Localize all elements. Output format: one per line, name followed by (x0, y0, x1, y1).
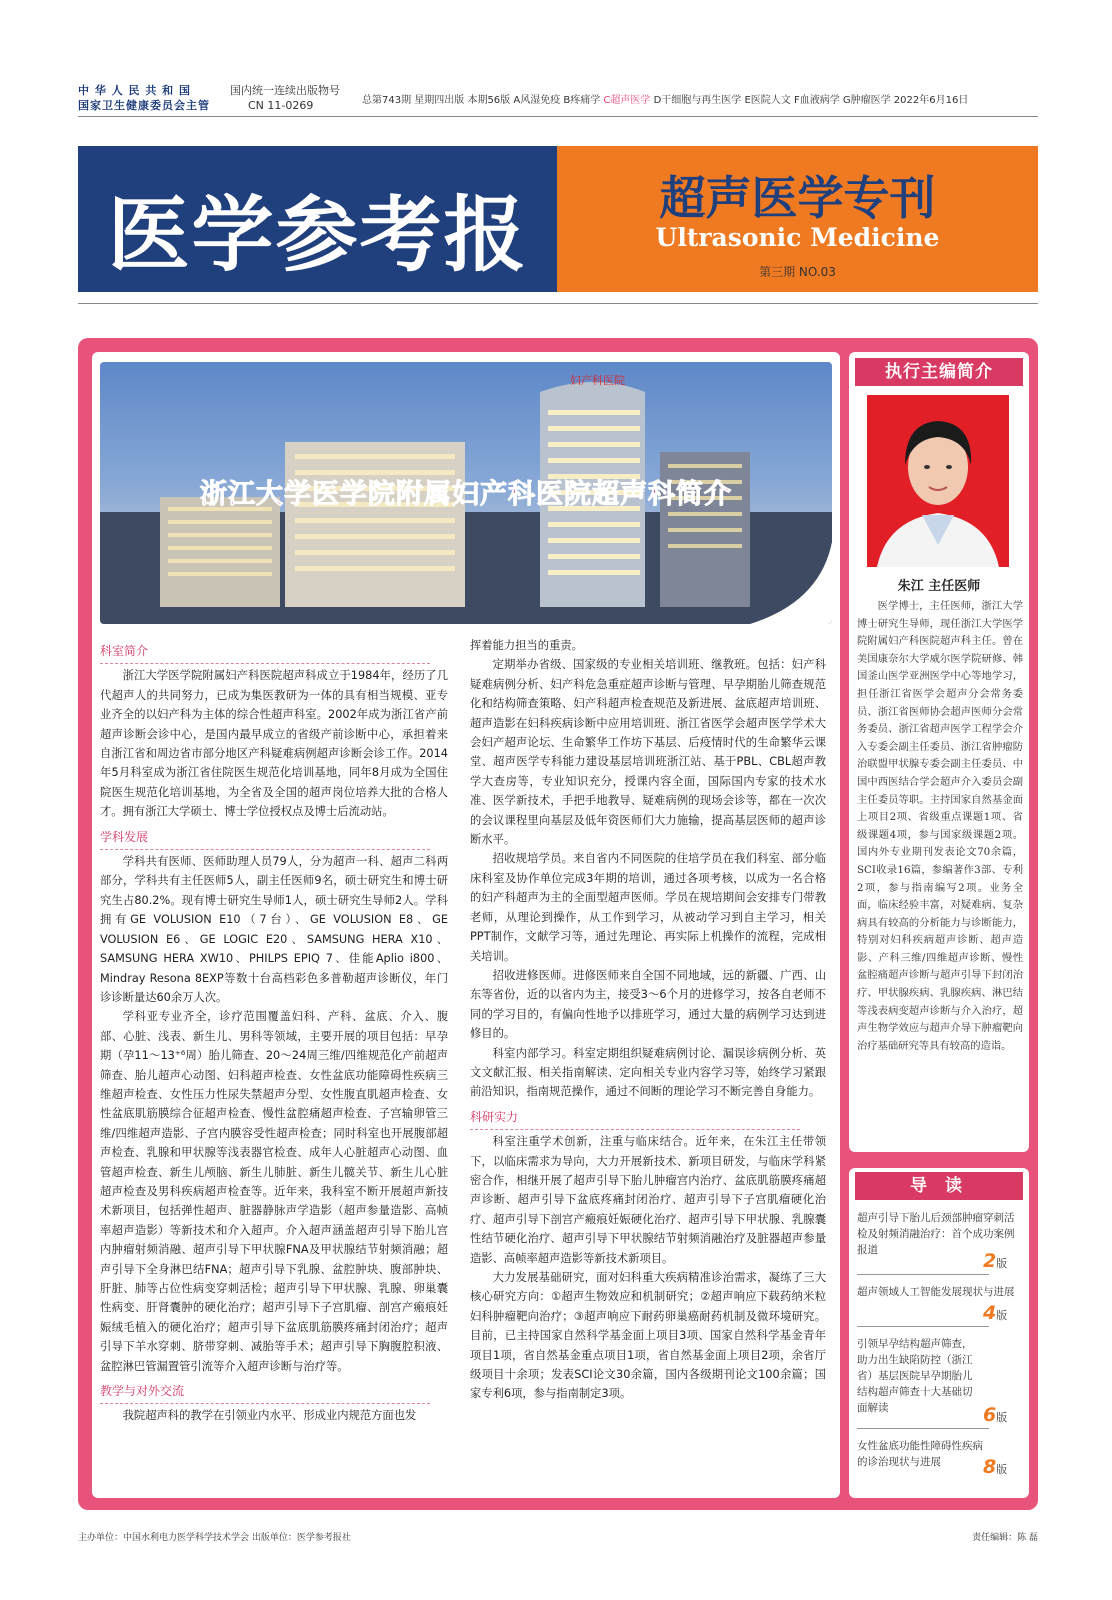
editor-portrait (867, 395, 1009, 567)
article-left-column (100, 636, 448, 1426)
registration-block (230, 83, 355, 113)
guide-page-number: 2 (983, 1250, 997, 1272)
guide-title: 导 读 (855, 1172, 1023, 1200)
footer-publisher: 主办单位：中国水利电力医学科学技术学会 出版单位：医学参考报社 (78, 1533, 351, 1543)
masthead-rule (78, 303, 1038, 304)
editor-bio: 医学博士，主任医师，浙江大学博士研究生导师，现任浙江大学医学院附属妇产科医院超声科主任。曾在美国康奈尔大学威尔医学院研修、韩国釜山医学亚洲医学中心等地学习，担任浙江省医学会超声分会常务委员、浙江省医师协会超声医师分会常务委员、浙江省超声医学工程学会介入专委会副主任委员、浙江省肿瘤防治联盟甲状腺专委会副主任委员、中国中西医结合学会超声介入委员会副主任委员等职。主持国家自然基金面上项目2项、省级重点课题1项、省级课题4项，参与国家级课题2项。国内外专业期刊发表论文70余篇，SCI收录16篇，参编著作3部、专利2项，参与指南编写2项。业务全面，临床经验丰富，对疑难病、复杂病具有较高的分析能力与诊断能力，特别对妇科疾病超声诊断、超声造影、产科三维/四维超声诊断、慢性盆腔痛超声诊断与超声引导下封闭治疗、甲状腺疾病、乳腺疾病、淋巴结等浅表病变超声诊断与介入治疗，超声生物学效应与超声介导下肿瘤靶向治疗基础研究等具有较高的造诣。 (857, 600, 1023, 1052)
section-heading: 学科发展 (100, 828, 430, 850)
footer-editor: 责任编辑：陈 磊 (972, 1533, 1038, 1543)
guide-page-number: 6 (983, 1404, 997, 1426)
guide-item-3[interactable]: 引领早孕结构超声筛查，助力出生缺陷防控（浙江省）基层医院早孕期胎儿结构超声筛查十大基础切面解读 (857, 1338, 973, 1414)
guide-divider (857, 1428, 989, 1429)
header-rule (78, 116, 1038, 117)
issue-highlight: C超声医学 (603, 95, 651, 106)
article-paragraph: 招收进修医师。进修医师来自全国不同地域，远的新疆、广西、山东等省份，近的以省内为主，接受3～6个月的进修学习，按各自老师不同的学习目的，有偏向性地予以排班学习，通过大量的病例学习达到进修目的。 (470, 968, 826, 1041)
article-paragraph: 我院超声科的教学在引领业内水平、形成业内规范方面也发 (122, 1409, 417, 1423)
guide-page-suffix: 版 (996, 1309, 1008, 1322)
article-paragraph: 招收规培学员。来自省内不同医院的住培学员在我们科室、部分临床科室及协作单位完成3年期的培训，通过各项考核，以成为一名合格的妇产科超声为主的全面型超声医师。学员在规培期间会安排专门带教老师，从理论到操作，从工作到学习，从被动学习到自主学习，相关PPT制作，文献学习等，通过先理论、再实际上机操作的流程，完成相关培训。 (470, 852, 826, 963)
issue-prefix: 总第743期 星期四出版 本期56版 A风湿免疫 B疼痛学 (362, 95, 604, 106)
guide-page-1 (983, 1250, 1031, 1272)
guide-page-4 (983, 1456, 1031, 1478)
section-heading: 科室简介 (100, 642, 430, 664)
article-paragraph: 挥着能力担当的重责。 (470, 639, 583, 652)
guide-page-number: 4 (983, 1302, 997, 1324)
article-paragraph: 学科亚专业齐全，诊疗范围覆盖妇科、产科、盆底、介入、腹部、心脏、浅表、新生儿、男科等领域，主要开展的项目包括：早孕期（孕11～13⁺⁶周）胎儿筛查、20～24周三维/四维规范化产前超声筛查、胎儿超声心动图、妇科超声检查、女性盆底功能障碍性疾病三维超声检查、女性压力性尿失禁超声分型、女性腹直肌超声检查、女性盆底肌筋膜综合征超声检查、慢性盆腔痛超声检查、子宫输卵管三维/四维超声造影、子宫内膜容受性超声检查；同时科室也开展腹部超声检查、乳腺和甲状腺等浅表器官检查、成年人心脏超声心动图、血管超声检查、新生儿颅脑、新生儿肺脏、新生儿髋关节、新生儿心脏超声检查及男科疾病超声检查等。近年来，我科室不断开展超声新技术新项目，包括弹性超声、脏器静脉声学造影（超声参量造影、高帧率超声造影）等新技术和介入超声。介入超声涵盖超声引导下胎儿宫内肿瘤射频消融、超声引导下甲状腺FNA及甲状腺结节射频消融；超声引导下全身淋巴结FNA；超声引导下乳腺、盆腔肿块、腹部肿块、肝脏、肺等占位性病变穿刺活检；超声引导下甲状腺、乳腺、卵巢囊性病变、肝肾囊肿的硬化治疗；超声引导下子宫肌瘤、剖宫产瘢痕妊娠绒毛植入的硬化治疗；超声引导下盆底肌筋膜疼痛封闭治疗；超声引导下羊水穿刺、脐带穿刺、减胎等手术；超声引导下胸腹腔积液、盆腔淋巴管漏置管引流等介入超声诊断与治疗等。 (100, 1010, 448, 1373)
newspaper-title: 医学参考报 (107, 187, 528, 283)
publisher-line2: 国家卫生健康委员会主管 (78, 99, 210, 112)
issue-line (362, 91, 1042, 106)
article-right-column (470, 636, 826, 1404)
article-paragraph: 大力发展基础研究，面对妇科重大疾病精准诊治需求，凝练了三大核心研究方向：①超声生物效应和机制研究；②超声响应下载药纳米粒妇科肿瘤靶向治疗；③超声响应下耐药卵巢癌耐药机制及微环境研究。目前，已主持国家自然科学基金面上项目3项、国家自然科学基金青年项目1项，省自然基金重点项目1项，省自然基金面上项目2项，余省厅级项目十余项；发表SCI论文30余篇，国内各级期刊论文100余篇；国家专利6项，参与指南制定3项。 (470, 1271, 826, 1401)
registration-number: CN 11-0269 (248, 99, 314, 112)
article-paragraph: 科室注重学术创新，注重与临床结合。近年来，在朱江主任带领下，以临床需求为导向，大力开展新技术、新项目研发，与临床学科紧密合作，相继开展了超声引导下胎儿肿瘤宫内治疗、盆底肌筋膜疼痛超声诊断、超声引导下盆底疼痛封闭治疗、超声引导下子宫肌瘤硬化治疗、超声引导下剖宫产瘢痕妊娠硬化治疗、超声引导下甲状腺、乳腺囊性结节硬化治疗、超声引导下甲状腺结节射频消融治疗及脏器超声参量造影、高帧率超声造影等新技术新项目。 (470, 1135, 826, 1265)
guide-page-suffix: 版 (996, 1463, 1008, 1476)
guide-page-suffix: 版 (996, 1411, 1008, 1424)
guide-item-4[interactable]: 女性盆底功能性障碍性疾病的诊治现状与进展 (857, 1440, 983, 1468)
section-heading: 科研实力 (470, 1108, 800, 1130)
guide-item-2[interactable]: 超声领域人工智能发展现状与进展 (857, 1286, 1015, 1298)
guide-page-3 (983, 1404, 1031, 1426)
special-issue-title: 超声医学专刊 (659, 171, 936, 225)
guide-page-2 (983, 1302, 1031, 1324)
article-paragraph: 学科共有医师、医师助理人员79人，分为超声一科、超声二科两部分，学科共有主任医师5人，副主任医师9名，硕士研究生和博士研究生占80.2%。现有博士研究生导师1人，硕士研究生导师2人。学科拥有GE VOLUSION E10（7台）、GE VOLUSION E8、GE VOLUSION E6、GE LOGIC E20、SAMSUNG HERA X10、SAMSUNG HERA XW10、PHILPS EPIQ 7、佳能Aplio i800、Mindray Resona 8EXP等数十台高档彩色多普勒超声诊断仪，年门诊诊断量达60余万人次。 (100, 855, 448, 1004)
editor-name: 朱江 主任医师 (897, 579, 981, 594)
photo-caption: 浙江大学医学院附属妇产科医院超声科简介 (200, 479, 732, 510)
article-paragraph: 浙江大学医学院附属妇产科医院超声科成立于1984年，经历了几代超声人的共同努力，已成为集医教研为一体的具有相当规模、亚专业齐全的以妇产科为主体的综合性超声科室。2002年成为浙江省产前超声诊断会诊中心，是国内最早成立的省级产前诊断中心，承担着来自浙江省和周边省市部分地区产科疑难病例超声诊断会诊工作。2014年5月科室成为浙江省住院医生规范化培训基地，同年8月成为全国住院医生规范化培训基地，为全省及全国的超声岗位培养大批的合格人才。拥有浙江大学硕士、博士学位授权点及博士后流动站。 (100, 669, 448, 819)
guide-divider (857, 1326, 989, 1327)
section-heading: 教学与对外交流 (100, 1382, 430, 1404)
registration-line1: 国内统一连续出版物号 (230, 84, 340, 97)
article-paragraph: 科室内部学习。科室定期组织疑难病例讨论、漏误诊病例分析、英文文献汇报、相关指南解读、定向相关专业内容学习等，始终学习紧跟前沿知识，指南规范操作，通过不间断的理论学习不断完善自身能力。 (470, 1046, 826, 1099)
article-paragraph: 定期举办省级、国家级的专业相关培训班、继教班。包括：妇产科疑难病例分析、妇产科危急重症超声诊断与管理、早孕期胎儿筛查规范化和结构筛查策略、妇产科超声检查规范及新进展、盆底超声培训班、超声造影在妇科疾病诊断中应用培训班、浙江省医学会超声医学学术大会妇产超声论坛、生命繁华工作坊下基层、后疫情时代的生命繁华云课堂、超声医学专科能力建设基层培训班浙江站、基于PBL、CBL超声教学大查房等，专业知识充分，授课内容全面，国际国内专家的技术水准、医学新技术，手把手地教导、疑难病例的现场会诊等，都在一次次的会议课程里向基层及低年资医师们大力施输，提高基层医师的超声诊断水平。 (470, 658, 826, 847)
guide-page-suffix: 版 (996, 1257, 1008, 1270)
issue-suffix: D干细胞与再生医学 E医院人文 F血液病学 G肿瘤医学 2022年6月16日 (650, 95, 969, 106)
guide-page-number: 8 (983, 1456, 997, 1478)
editor-portrait-illustration (867, 395, 1009, 567)
issue-number: 第三期 NO.03 (759, 265, 836, 279)
publisher-line1: 中 华 人 民 共 和 国 (78, 84, 191, 97)
guide-item-1[interactable]: 超声引导下胎儿后颈部肿瘤穿刺活检及射频消融治疗：首个成功案例报道 (857, 1212, 1015, 1256)
publisher-block (78, 83, 218, 113)
editor-section-title: 执行主编简介 (855, 358, 1023, 386)
hospital-sign: 妇产科医院 (570, 374, 625, 387)
guide-divider (857, 1274, 989, 1275)
special-issue-english: Ultrasonic Medicine (655, 223, 940, 252)
